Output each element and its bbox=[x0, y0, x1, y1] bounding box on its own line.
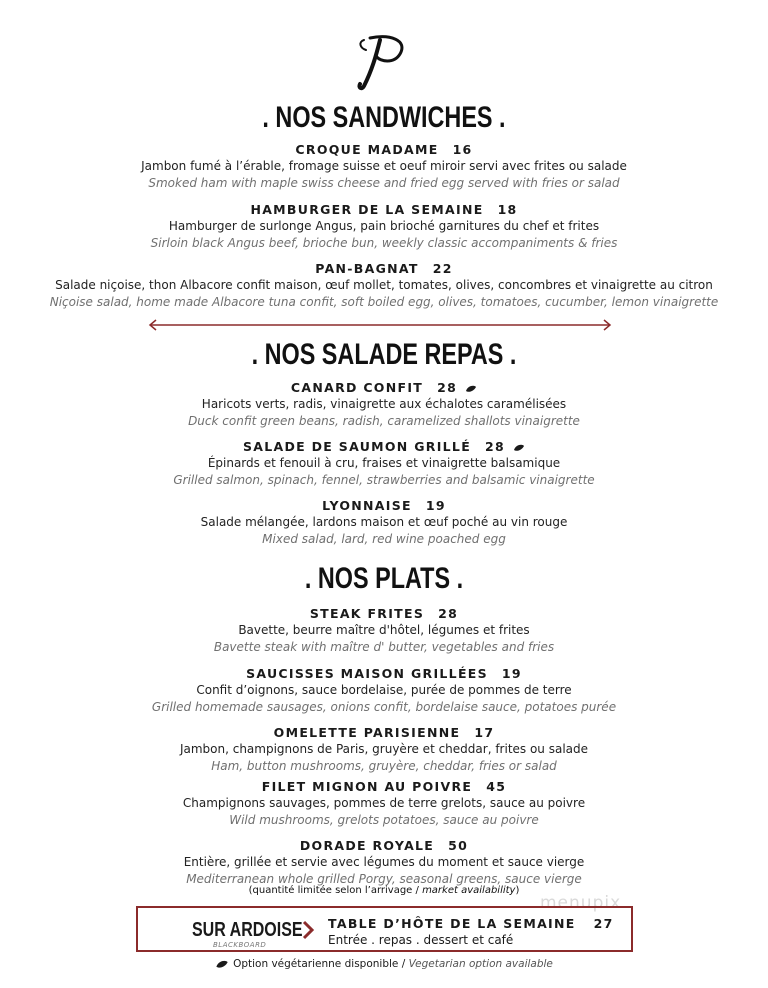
item-description-en: Ham, button mushrooms, gruyère, cheddar, fries or salad bbox=[211, 759, 557, 773]
item-name: FILET MIGNON AU POIVRE bbox=[261, 779, 473, 794]
item-price: 19 bbox=[425, 498, 446, 513]
menu-item bbox=[0, 665, 768, 716]
table-dhote-description: Entrée . repas . dessert et café bbox=[328, 933, 514, 947]
item-description-en: Wild mushrooms, grelots potatoes, sauce au poivre bbox=[229, 813, 539, 827]
item-description-fr: Salade mélangée, lardons maison et œuf poché au vin rouge bbox=[200, 515, 568, 529]
item-description-en: Grilled homemade sausages, onions confit, bordelaise sauce, potatoes purée bbox=[151, 700, 617, 714]
item-name: SAUCISSES MAISON GRILLÉES bbox=[246, 666, 488, 681]
menu-item bbox=[0, 379, 768, 430]
leaf-icon bbox=[215, 960, 229, 969]
menu-item bbox=[0, 141, 768, 192]
item-price: 17 bbox=[474, 725, 495, 740]
item-description-en: Smoked ham with maple swiss cheese and fried egg served with fries or salad bbox=[148, 176, 620, 190]
item-description-fr: Jambon, champignons de Paris, gruyère et cheddar, frites ou salade bbox=[179, 742, 589, 756]
item-description-fr: Salade niçoise, thon Albacore confit maison, œuf mollet, tomates, olives, concombres et vinaigrette au citron bbox=[55, 278, 713, 292]
item-name-line bbox=[0, 665, 768, 682]
item-price: 28 bbox=[438, 606, 459, 621]
item-description-en: Bavette steak with maître d' butter, vegetables and fries bbox=[213, 640, 555, 654]
item-name-line bbox=[0, 141, 768, 158]
item-description-en: Duck confit green beans, radish, caramelized shallots vinaigrette bbox=[188, 414, 580, 428]
arrow-divider bbox=[146, 318, 614, 332]
menu-item bbox=[0, 260, 768, 311]
leaf-icon bbox=[465, 385, 477, 393]
item-price: 16 bbox=[452, 142, 473, 157]
availability-note bbox=[0, 885, 768, 896]
menu-item bbox=[0, 201, 768, 252]
menu-item bbox=[0, 497, 768, 548]
item-description-fr: Hamburger de surlonge Angus, pain brioché garnitures du chef et frites bbox=[168, 219, 600, 233]
item-name: HAMBURGER DE LA SEMAINE bbox=[250, 202, 484, 217]
table-dhote-name bbox=[328, 916, 614, 931]
item-description-fr: Jambon fumé à l’érable, fromage suisse et oeuf miroir servi avec frites ou salade bbox=[141, 159, 627, 173]
item-name-line bbox=[0, 260, 768, 277]
item-price: 18 bbox=[497, 202, 518, 217]
item-name-line bbox=[0, 724, 768, 741]
item-name: PAN-BAGNAT bbox=[315, 261, 419, 276]
item-name: CROQUE MADAME bbox=[295, 142, 439, 157]
item-description-en: Mediterranean whole grilled Porgy, seasonal greens, sauce vierge bbox=[186, 872, 582, 886]
item-name: SALADE DE SAUMON GRILLÉ bbox=[242, 439, 472, 454]
item-description-fr: Bavette, beurre maître d'hôtel, légumes et frites bbox=[238, 623, 530, 637]
item-price: 19 bbox=[501, 666, 522, 681]
table-dhote-price: 27 bbox=[593, 916, 614, 931]
item-price: 28 bbox=[485, 439, 506, 454]
chevron-right-icon bbox=[301, 920, 315, 940]
item-price: 28 bbox=[437, 380, 458, 395]
ardoise-subtitle: BLACKBOARD bbox=[213, 941, 267, 949]
item-description-en: Sirloin black Angus beef, brioche bun, weekly classic accompaniments & fries bbox=[150, 236, 618, 250]
vegetarian-legend-en: Vegetarian option available bbox=[408, 958, 553, 970]
section-title-sandwiches: . NOS SANDWICHES . bbox=[262, 101, 506, 134]
item-name: LYONNAISE bbox=[322, 498, 412, 513]
item-name: STEAK FRITES bbox=[309, 606, 425, 621]
menu-item bbox=[0, 778, 768, 829]
section-title-salades: . NOS SALADE REPAS . bbox=[251, 338, 517, 371]
item-name-line bbox=[0, 497, 768, 514]
item-description-fr: Haricots verts, radis, vinaigrette aux échalotes caramélisées bbox=[201, 397, 567, 411]
item-description-fr: Confit d’oignons, sauce bordelaise, purée de pommes de terre bbox=[196, 683, 572, 697]
item-name: DORADE ROYALE bbox=[299, 838, 435, 853]
item-price: 50 bbox=[448, 838, 469, 853]
item-description-fr: Entière, grillée et servie avec légumes du moment et sauce vierge bbox=[183, 855, 585, 869]
item-name-line bbox=[0, 837, 768, 854]
item-description-fr: Épinards et fenouil à cru, fraises et vinaigrette balsamique bbox=[207, 456, 561, 470]
availability-note-en: market availability bbox=[422, 885, 516, 896]
leaf-icon bbox=[513, 444, 525, 452]
table-dhote-box bbox=[136, 906, 633, 952]
item-description-en: Niçoise salad, home made Albacore tuna confit, soft boiled egg, olives, tomatoes, cucumber, lemon vinaigrette bbox=[49, 295, 719, 309]
availability-note-close: ) bbox=[515, 885, 520, 896]
item-name-line bbox=[0, 438, 768, 455]
item-price: 45 bbox=[486, 779, 507, 794]
menu-item bbox=[0, 724, 768, 775]
item-name-line bbox=[0, 201, 768, 218]
menu-item bbox=[0, 837, 768, 888]
table-dhote-label: TABLE D’HÔTE DE LA SEMAINE bbox=[328, 916, 576, 931]
menu-item bbox=[0, 605, 768, 656]
vegetarian-legend bbox=[0, 958, 768, 970]
vegetarian-legend-fr: Option végétarienne disponible / bbox=[233, 958, 406, 970]
item-name-line bbox=[0, 605, 768, 622]
item-description-en: Grilled salmon, spinach, fennel, strawberries and balsamic vinaigrette bbox=[173, 473, 595, 487]
item-name-line bbox=[0, 379, 768, 396]
watermark: menupix bbox=[540, 893, 622, 913]
item-name: CANARD CONFIT bbox=[290, 380, 424, 395]
item-name: OMELETTE PARISIENNE bbox=[273, 725, 461, 740]
item-price: 22 bbox=[432, 261, 453, 276]
section-title-plats: . NOS PLATS . bbox=[304, 562, 464, 595]
ardoise-title: SUR ARDOISE bbox=[192, 919, 303, 941]
menu-item bbox=[0, 438, 768, 489]
item-description-en: Mixed salad, lard, red wine poached egg bbox=[262, 532, 506, 546]
script-p-logo bbox=[350, 30, 414, 94]
item-description-fr: Champignons sauvages, pommes de terre grelots, sauce au poivre bbox=[182, 796, 586, 810]
item-name-line bbox=[0, 778, 768, 795]
availability-note-fr: (quantité limitée selon l’arrivage / bbox=[248, 885, 419, 896]
